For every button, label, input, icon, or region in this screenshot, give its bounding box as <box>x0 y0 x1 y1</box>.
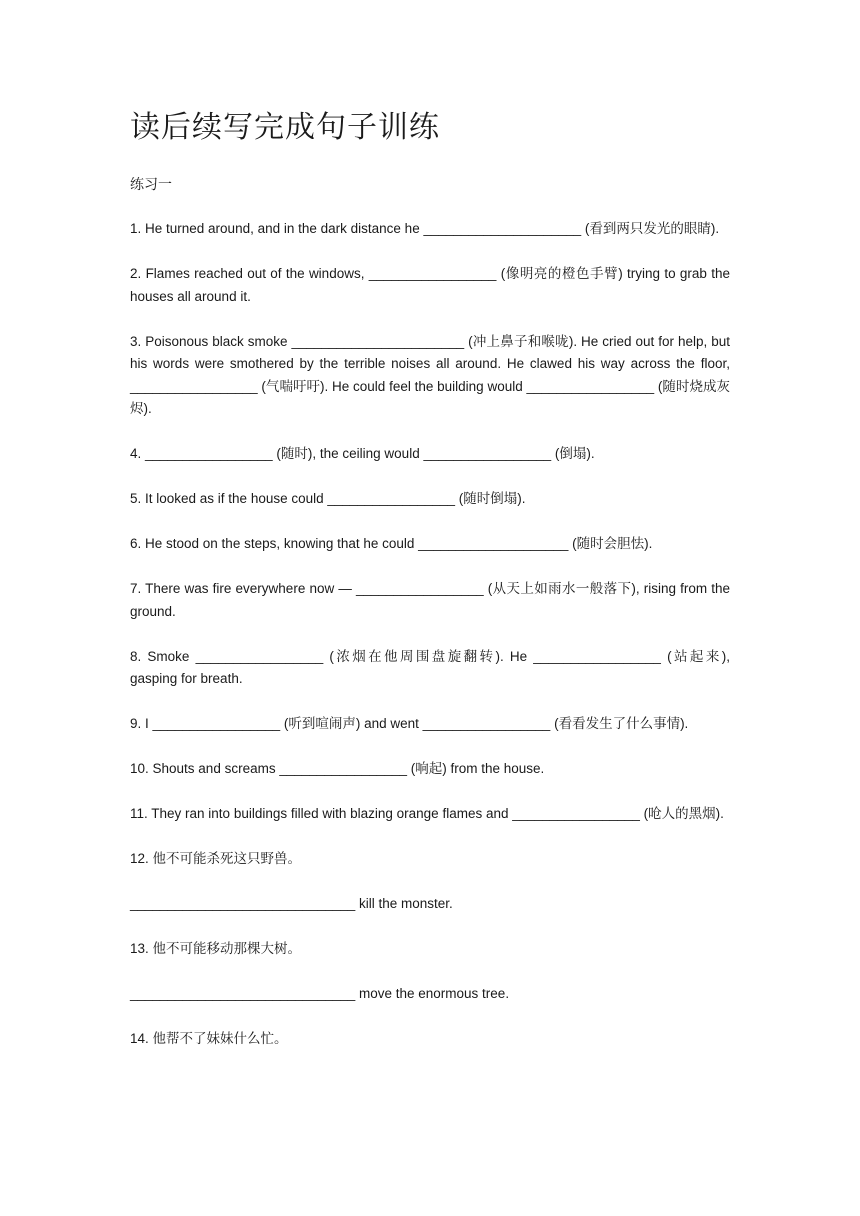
exercise-item-14-prompt: 14. 他帮不了妹妹什么忙。 <box>130 1031 288 1046</box>
exercise-item-2: 2. Flames reached out of the windows, _________________ (像明亮的橙色手臂) trying to grab the houses all around it. <box>130 266 730 304</box>
exercise-item-7: 7. There was fire everywhere now — _________________ (从天上如雨水一般落下), rising from the ground. <box>130 581 730 619</box>
exercise-item-8: 8. Smoke _________________ (浓烟在他周围盘旋翻转). He _________________ (站起来), gasping for breath. <box>130 648 730 686</box>
exercise-item-13-answer-line: ______________________________ move the enormous tree. <box>130 986 510 1001</box>
exercise-item-5: 5. It looked as if the house could _________________ (随时倒塌). <box>130 491 526 506</box>
exercise-item-1: 1. He turned around, and in the dark distance he _____________________ (看到两只发光的眼睛). <box>130 221 720 236</box>
exercise-item-12-answer-line: ______________________________ kill the monster. <box>130 896 453 911</box>
page-title: 读后续写完成句子训练 <box>130 110 440 145</box>
exercise-item-12-prompt: 12. 他不可能杀死这只野兽。 <box>130 851 302 866</box>
section-heading: 练习一 <box>130 177 172 193</box>
exercise-item-4: 4. _________________ (随时), the ceiling would _________________ (倒塌). <box>130 446 595 461</box>
exercise-item-3: 3. Poisonous black smoke _______________________ (冲上鼻子和喉咙). He cried out for help, but his words were smothered by the terrible noises all around. He clawed his way across the floor, _________________ (气喘吁吁). He could feel the building would _________________ (随时烧成灰烬). <box>130 333 730 416</box>
exercise-item-6: 6. He stood on the steps, knowing that he could ____________________ (随时会胆怯). <box>130 536 653 551</box>
exercise-item-11: 11. They ran into buildings filled with blazing orange flames and _________________ (呛人的黑烟). <box>130 806 724 821</box>
document-content <box>130 110 730 1073</box>
exercise-item-10: 10. Shouts and screams _________________ (响起) from the house. <box>130 761 545 776</box>
exercise-item-13-prompt: 13. 他不可能移动那棵大树。 <box>130 941 302 956</box>
exercise-item-9: 9. I _________________ (听到喧闹声) and went _________________ (看看发生了什么事情). <box>130 716 689 731</box>
